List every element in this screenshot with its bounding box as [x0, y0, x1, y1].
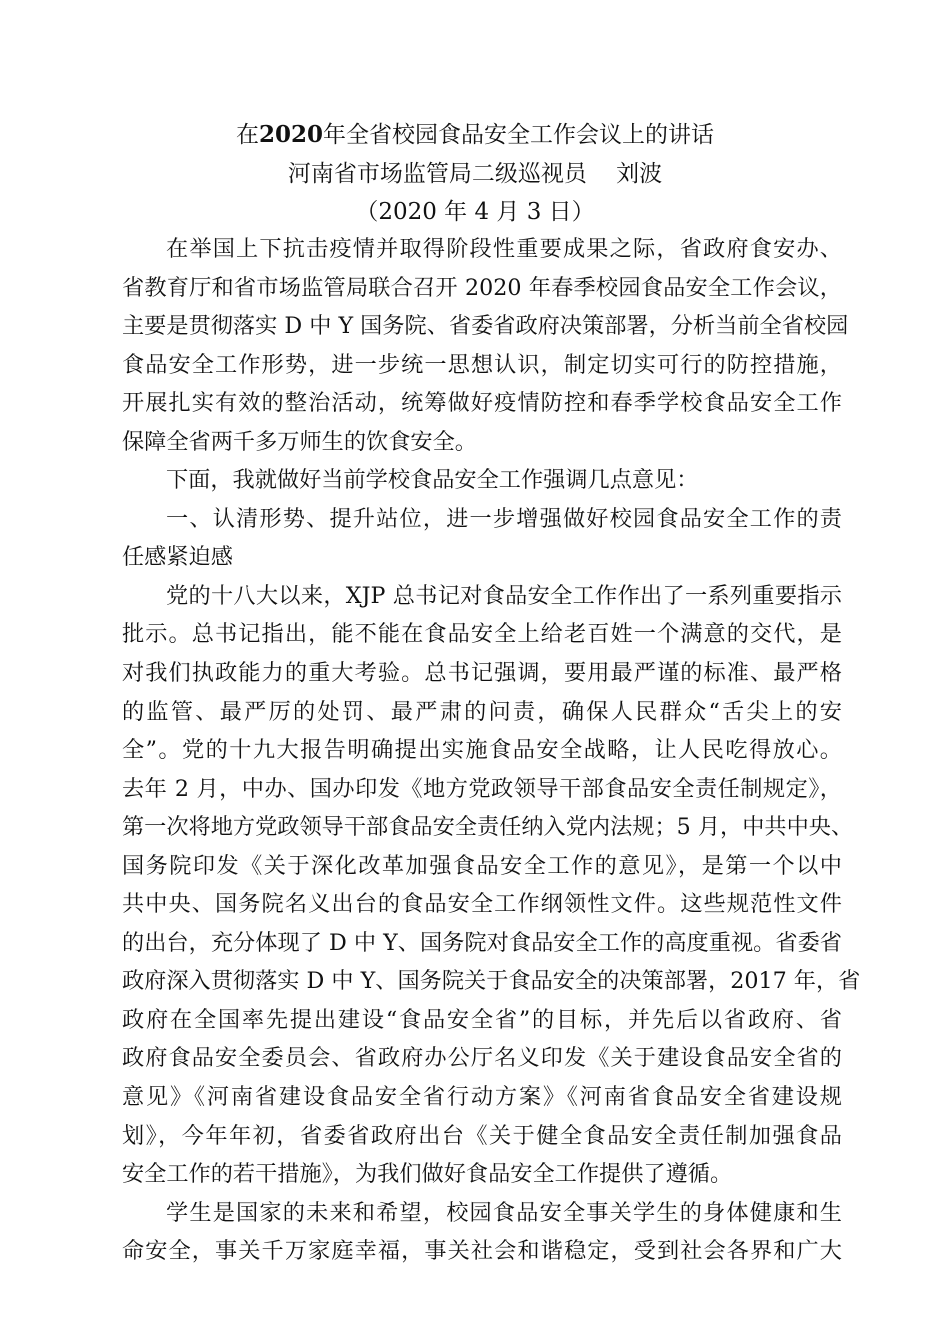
- paragraph-line: 任感紧迫感: [122, 544, 233, 571]
- paragraph: [122, 230, 849, 461]
- paragraph: [122, 577, 861, 1194]
- paragraph-line: 主要是贯彻落实 D 中 Y 国务院、省委省政府决策部署，分析当前全省校园: [122, 313, 849, 340]
- paragraph-line: 共中央、国务院名义出台的食品安全工作纲领性文件。这些规范性文件: [122, 891, 842, 918]
- title-year: 2020: [258, 121, 323, 148]
- paragraph-line: 的出台，充分体现了 D 中 Y、国务院对食品安全工作的高度重视。省委省: [122, 929, 842, 956]
- paragraph-line: 学生是国家的未来和希望，校园食品安全事关学生的身体健康和生: [166, 1199, 842, 1226]
- paragraph-line: 省教育厅和省市场监管局联合召开 2020 年春季校园食品安全工作会议，: [122, 274, 842, 301]
- title-suffix: 年全省校园食品安全工作会议上的讲话: [323, 122, 714, 148]
- author-line: 河南省市场监管局二级巡视员 刘波: [287, 161, 663, 187]
- paragraph-line: 下面，我就做好当前学校食品安全工作强调几点意见：: [166, 467, 699, 494]
- paragraph: [122, 461, 842, 500]
- paragraph-line: 去年 2 月，中办、国办印发《地方党政领导干部食品安全责任制规定》，: [122, 775, 842, 802]
- paragraph-line: 意见》《河南省建设食品安全省行动方案》《河南省食品安全省建设规: [122, 1084, 842, 1111]
- paragraph-line: 划》，今年年初，省委省政府出台《关于健全食品安全责任制加强食品: [122, 1122, 842, 1149]
- paragraph-line: 在举国上下抗击疫情并取得阶段性重要成果之际，省政府食安办、: [166, 236, 842, 262]
- paragraph-line: 对我们执政能力的重大考验。总书记强调，要用最严谨的标准、最严格: [122, 660, 842, 687]
- paragraph-line: 开展扎实有效的整治活动，统筹做好疫情防控和春季学校食品安全工作: [122, 390, 842, 417]
- document-title: [0, 117, 950, 153]
- document-body: [122, 230, 861, 1271]
- paragraph-line: 批示。总书记指出，能不能在食品安全上给老百姓一个满意的交代，是: [122, 621, 842, 648]
- paragraph-line: 政府食品安全委员会、省政府办公厅名义印发《关于建设食品安全省的: [122, 1045, 842, 1072]
- paragraph-line: 政府在全国率先提出建设“食品安全省”的目标，并先后以省政府、省: [122, 1006, 842, 1033]
- paragraph-line: 命安全，事关千万家庭幸福，事关社会和谐稳定，受到社会各界和广大: [122, 1238, 842, 1265]
- paragraph: [122, 500, 842, 577]
- paragraph-line: 食品安全工作形势，进一步统一思想认识，制定切实可行的防控措施，: [122, 351, 842, 378]
- paragraph-line: 保障全省两千多万师生的饮食安全。: [122, 428, 477, 455]
- paragraph-line: 全”。党的十九大报告明确提出实施食品安全战略，让人民吃得放心。: [122, 737, 842, 764]
- paragraph-line: 第一次将地方党政领导干部食品安全责任纳入党内法规；5 月，中共中央、: [122, 814, 854, 841]
- paragraph-line: 的监管、最严厉的处罚、最严肃的问责，确保人民群众“舌尖上的安: [122, 698, 842, 725]
- paragraph-line: 政府深入贯彻落实 D 中 Y、国务院关于食品安全的决策部署，2017 年，省: [122, 968, 861, 995]
- title-prefix: 在: [235, 122, 259, 148]
- date-line: （2020 年 4 月 3 日）: [355, 199, 595, 225]
- paragraph: [122, 1194, 842, 1271]
- paragraph-line: 一、认清形势、提升站位，进一步增强做好校园食品安全工作的责: [166, 505, 842, 532]
- paragraph-line: 党的十八大以来，XJP 总书记对食品安全工作作出了一系列重要指示: [166, 582, 842, 609]
- paragraph-line: 安全工作的若干措施》，为我们做好食品安全工作提供了遵循。: [122, 1161, 733, 1188]
- paragraph-line: 国务院印发《关于深化改革加强食品安全工作的意见》，是第一个以中: [122, 852, 842, 879]
